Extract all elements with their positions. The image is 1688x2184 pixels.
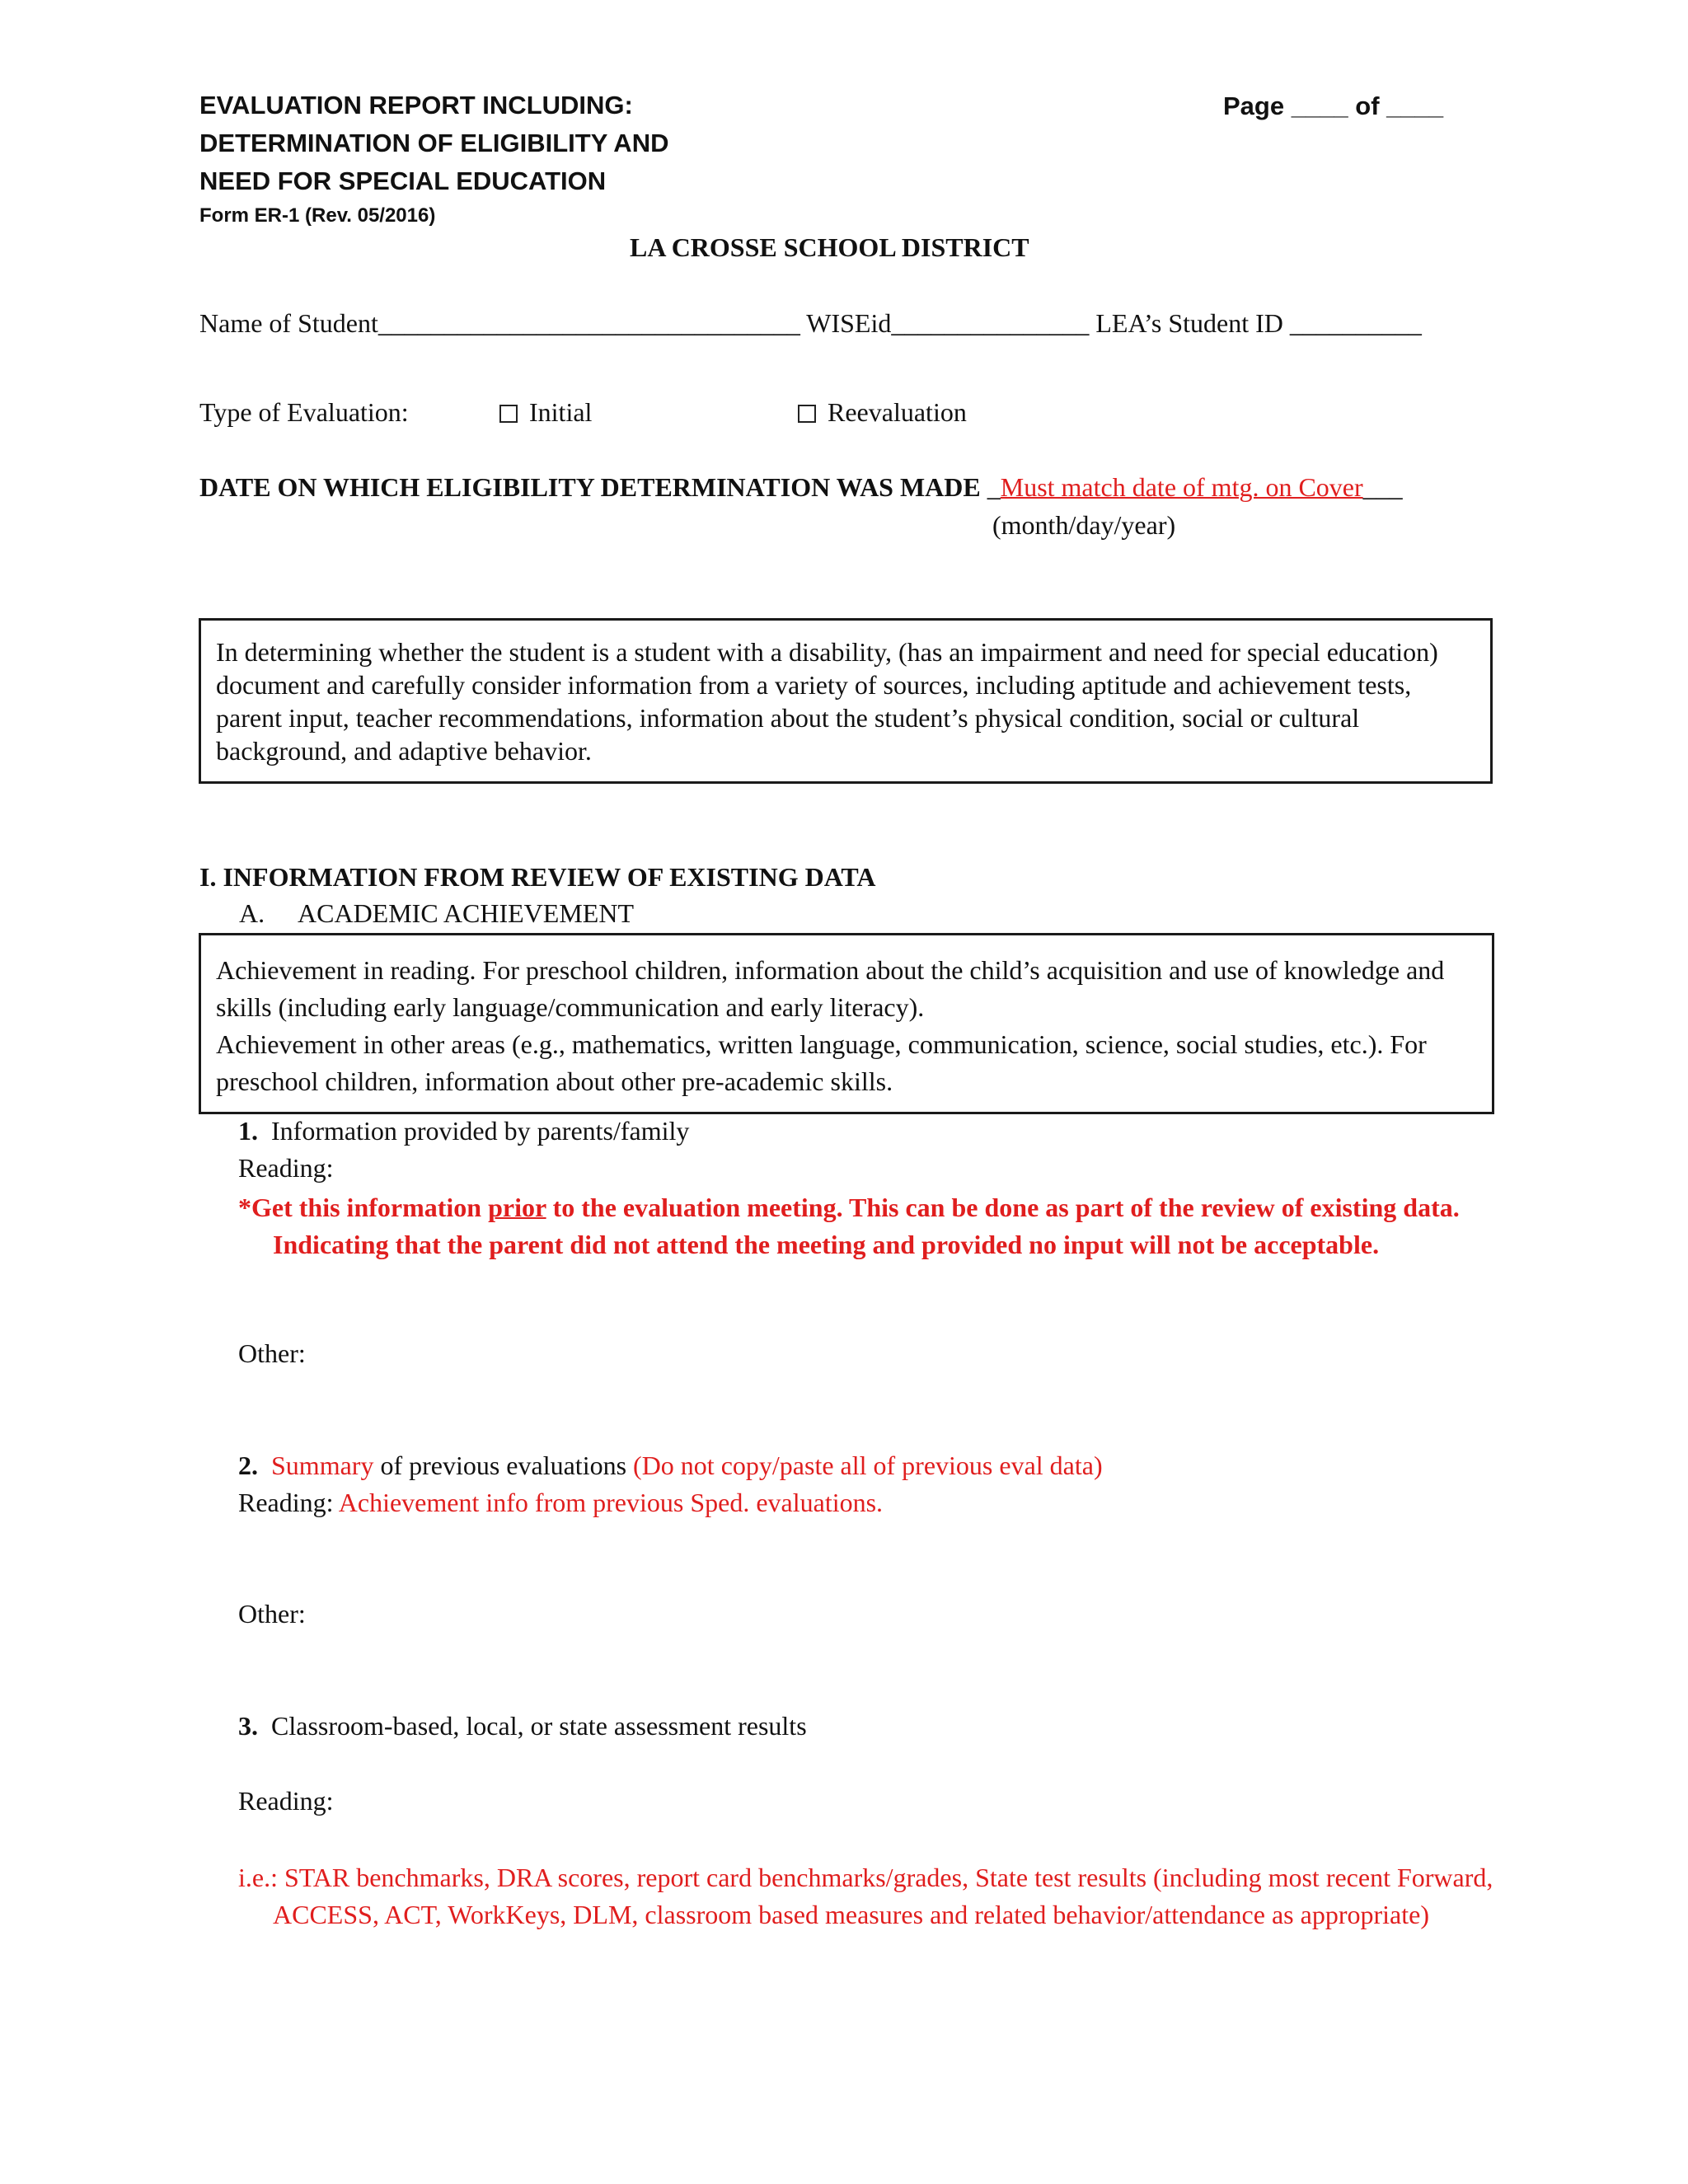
item-text: of previous evaluations [373,1451,634,1480]
initial-label: Initial [529,397,593,427]
subsection-letter: A. [239,898,265,928]
page-number-field[interactable]: Page ____ of ____ [1223,91,1444,120]
item1-note: *Get this information prior to the evaluation meeting. This can be done as part of the review of existing data. Indicating that the parent did not attend the meeting and provided no input will not be acceptable. [238,1193,1460,1259]
lea-student-id-field[interactable]: __________ [1289,308,1422,338]
reevaluation-label: Reevaluation [828,397,967,427]
wiseid-field[interactable]: _______________ [891,308,1090,338]
eligibility-date-field[interactable]: _Must match date of mtg. on Cover___ [987,472,1403,502]
instructions-box: In determining whether the student is a student with a disability, (has an impairment and need for special education) document and carefully consider information from a variety of sources, including aptitude and achievement tests, parent input, teacher recommendations, information about the student’s physical condition, social or cultural background, and adaptive behavior. [199,618,1493,784]
academic-achievement-box [199,933,1494,1114]
form-title-line-1: EVALUATION REPORT INCLUDING: [199,91,633,120]
eligibility-date-row [199,472,1403,503]
item-note: (Do not copy/paste all of previous eval data) [633,1451,1103,1480]
date-format-hint: (month/day/year) [992,510,1176,540]
subsection-heading: ACADEMIC ACHIEVEMENT [298,898,634,928]
box-line-reading: Achievement in reading. For preschool children, information about the child’s acquisition and use of knowledge and skills (including early language/communication and early literacy). [216,955,1445,1022]
summary-word: Summary [271,1451,374,1480]
evaluation-type-initial[interactable] [499,397,592,428]
evaluation-type-label: Type of Evaluation: [199,397,409,427]
item2-other-label: Other: [238,1599,306,1629]
item3-note: i.e.: STAR benchmarks, DRA scores, report card benchmarks/grades, State test results (including most recent Forward, ACCESS, ACT, WorkKeys, DLM, classroom based measures and related behavior/attendance as appropriate) [238,1863,1493,1929]
checkbox-icon[interactable] [499,405,518,423]
item3-reading-label: Reading: [238,1786,334,1816]
eligibility-date-label: DATE ON WHICH ELIGIBILITY DETERMINATION WAS MADE [199,472,981,502]
wiseid-label: WISEid [806,308,892,338]
item-2 [238,1451,1103,1481]
form-title-line-2: DETERMINATION OF ELIGIBILITY AND [199,129,669,157]
form-title-line-3: NEED FOR SPECIAL EDUCATION [199,166,607,195]
form-id: Form ER-1 (Rev. 05/2016) [199,204,436,227]
item-number: 1. [238,1116,258,1146]
item-number: 3. [238,1711,258,1741]
student-name-field[interactable]: ________________________________ [377,308,800,338]
item2-reading [238,1488,883,1518]
item-1 [238,1116,689,1146]
item-text: Classroom-based, local, or state assessment results [271,1711,807,1741]
item1-other-label: Other: [238,1338,306,1368]
student-name-label: Name of Student [199,308,378,338]
lea-student-id-label: LEA’s Student ID [1095,308,1283,338]
item-text: Information provided by parents/family [271,1116,690,1146]
item-number: 2. [238,1451,258,1480]
box-line-other: Achievement in other areas (e.g., mathematics, written language, communication, science, social studies, etc.). For preschool children, information about other pre-academic skills. [216,1029,1427,1096]
eligibility-date-note: Must match date of mtg. on Cover [1000,472,1363,502]
reading-note: Achievement info from previous Sped. evaluations. [338,1488,884,1517]
checkbox-icon[interactable] [798,405,816,423]
section-heading: I. INFORMATION FROM REVIEW OF EXISTING DATA [199,862,876,892]
reading-label: Reading: [238,1488,339,1517]
item-3 [238,1711,807,1741]
item1-reading-label: Reading: [238,1153,334,1183]
student-info-row [199,308,1422,339]
district-name: LA CROSSE SCHOOL DISTRICT [630,232,1029,262]
evaluation-type-reevaluation[interactable] [798,397,967,428]
